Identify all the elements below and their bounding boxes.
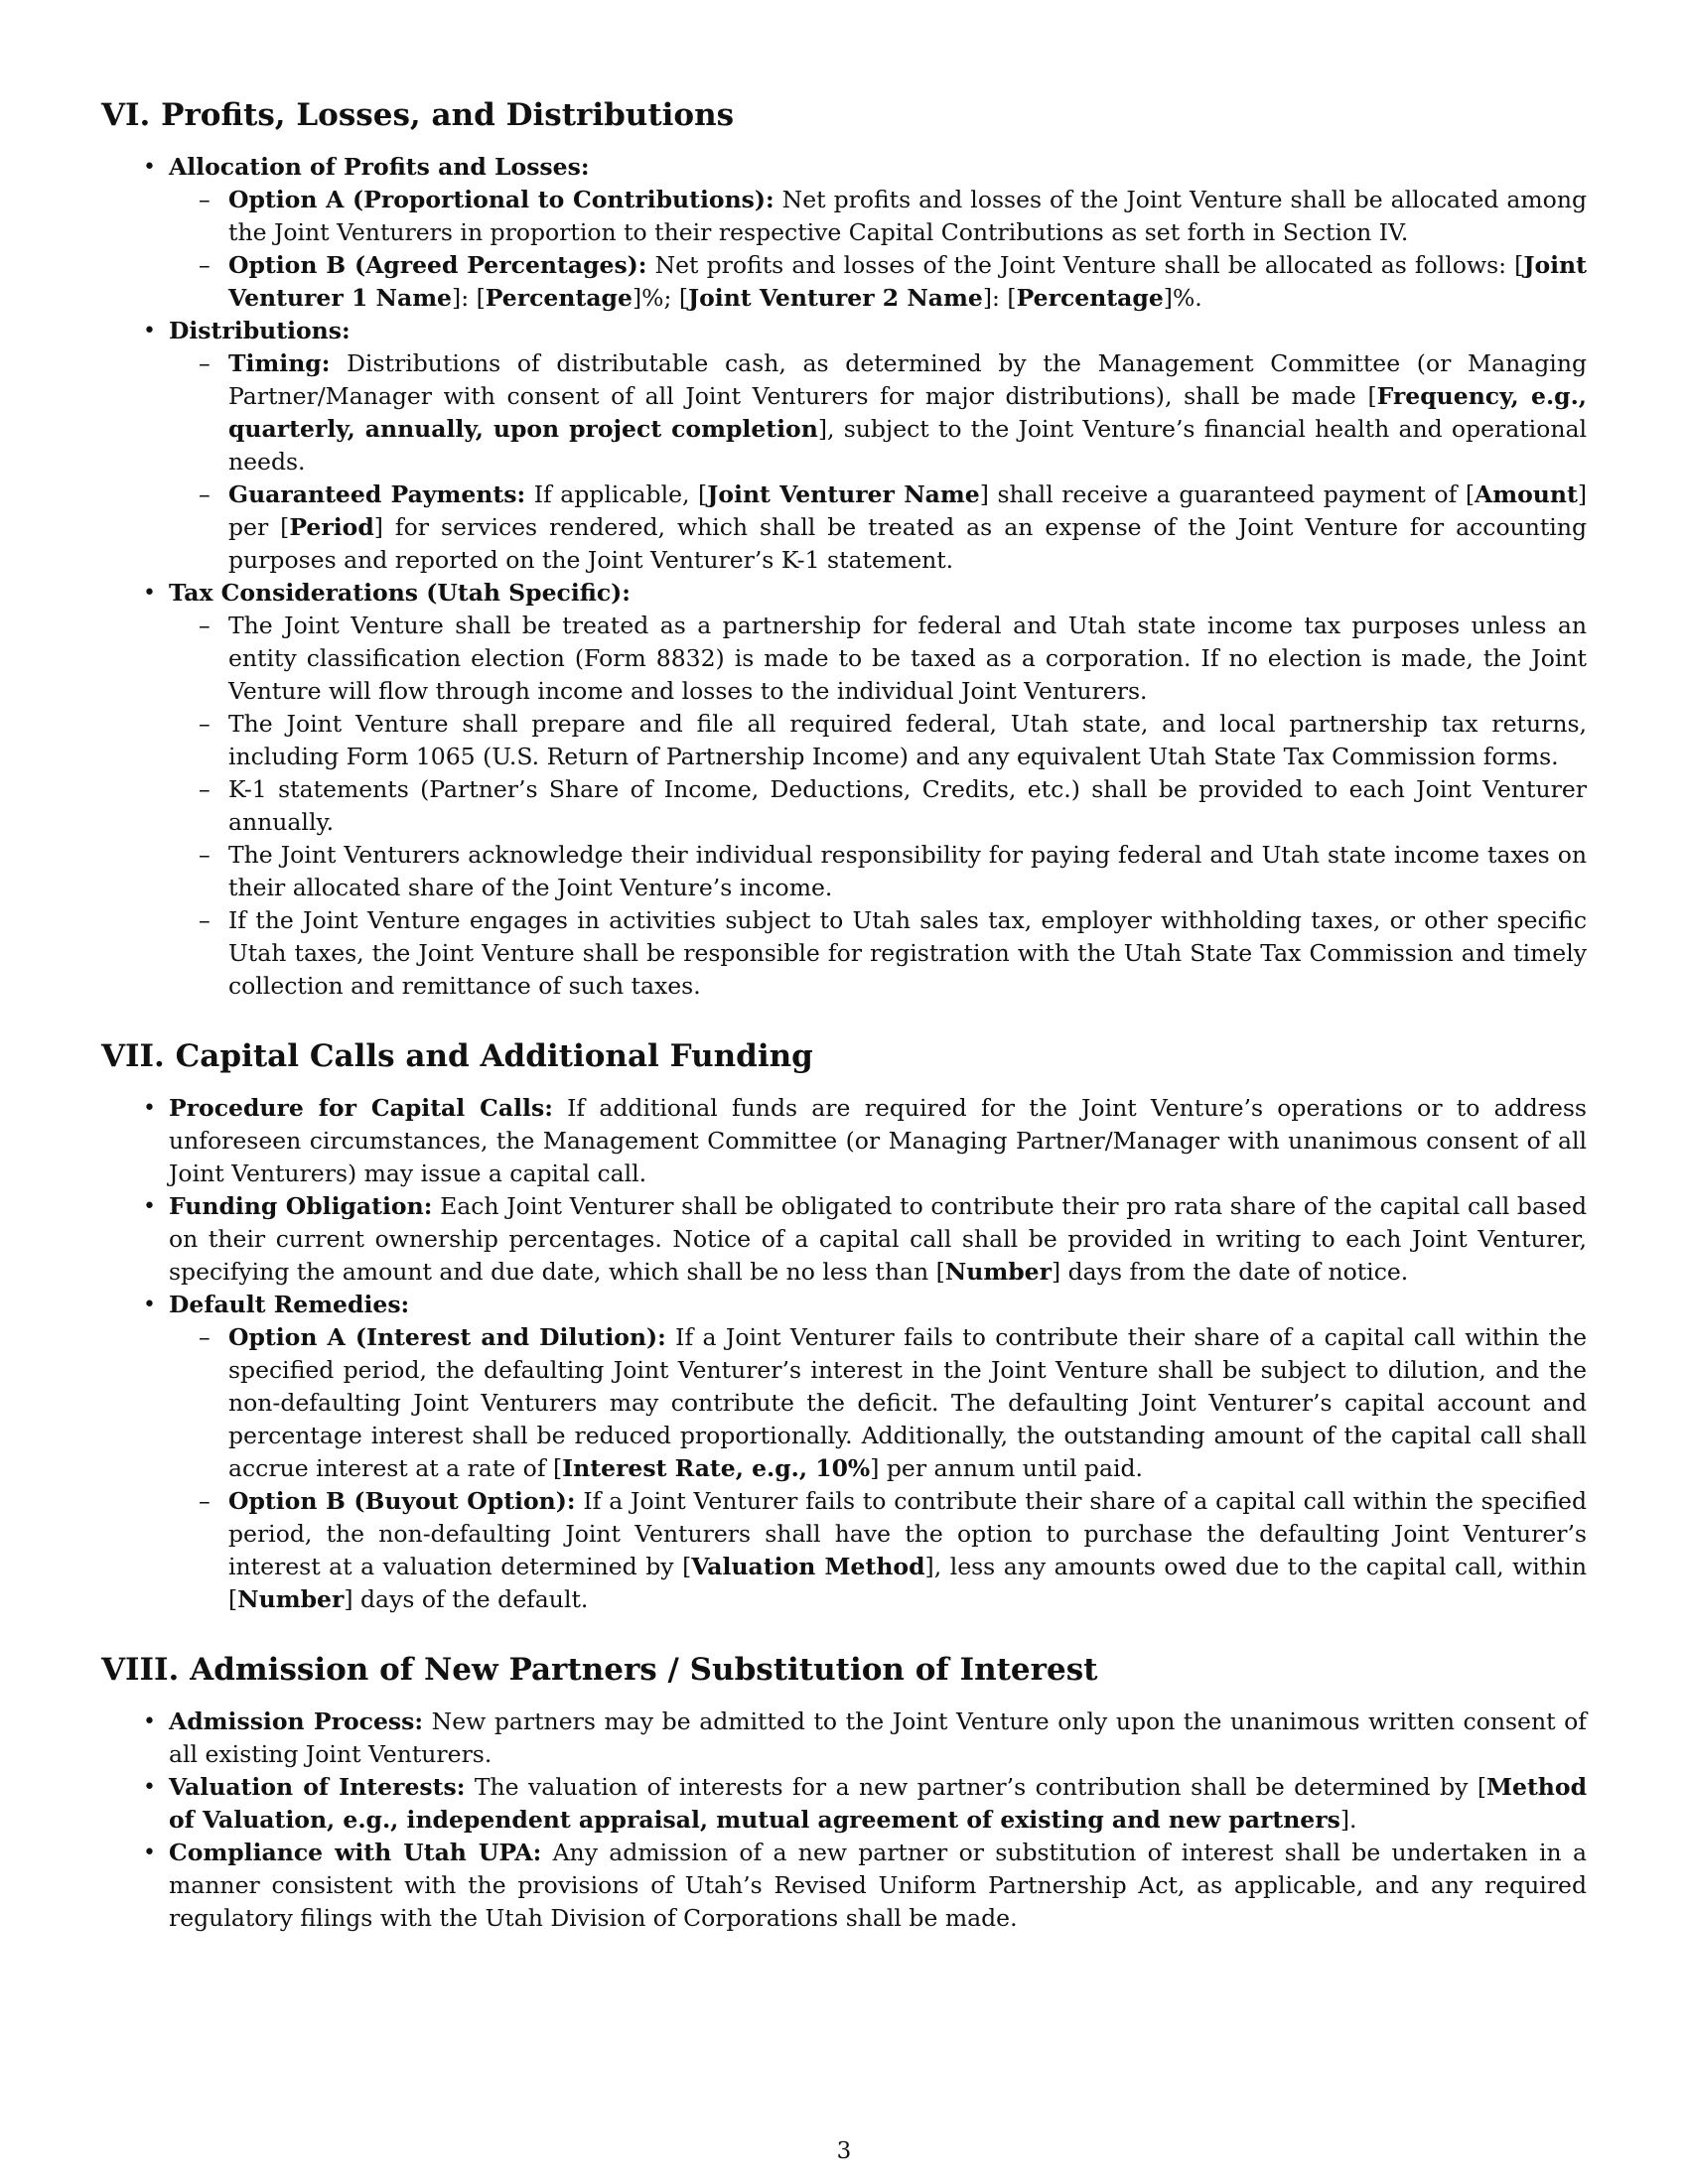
subitem-text: K-1 statements (Partner’s Share of Income, Deductions, Credits, etc.) shall be provided to each Joint Venturer annually. (228, 775, 1587, 836)
subitem-text: Net profits and losses of the Joint Venture shall be allocated as follows: [Joint Venturer 1 Name]: [Percentage]%; [Joint Venturer 2 Name]: [Percentage]%. (228, 251, 1587, 312)
subitem-label: Option B (Buyout Option): (228, 1487, 576, 1515)
item-label: Procedure for Capital Calls: (169, 1094, 553, 1122)
list-item (169, 1837, 1587, 1935)
subitem-label: Option A (Interest and Dilution): (228, 1323, 666, 1351)
list-item (169, 577, 1587, 1003)
item-label: Funding Obligation: (169, 1192, 433, 1220)
section-heading: VIII. Admission of New Partners / Substitution of Interest (101, 1652, 1098, 1688)
sub-list-item (228, 708, 1587, 773)
sub-list-item (228, 478, 1587, 577)
item-label: Allocation of Profits and Losses: (169, 153, 590, 181)
subitem-text: Distributions of distributable cash, as determined by the Management Committee (or Managing Partner/Manager with consent of all Joint Venturers for major distributions), shall be made [Frequency, e.g., quarterly, annually, upon project completion], subject to the Joint Venture’s financial health and operational needs. (228, 349, 1587, 476)
sub-list-item (228, 839, 1587, 904)
subitem-label: Option A (Proportional to Contributions): (228, 186, 774, 213)
document-page (101, 95, 1587, 1969)
section (101, 1036, 1587, 1616)
item-label: Default Remedies: (169, 1291, 410, 1318)
list-item (169, 1289, 1587, 1616)
item-text: New partners may be admitted to the Joint Venture only upon the unanimous written consent of all existing Joint Venturers. (169, 1707, 1587, 1768)
item-label: Admission Process: (169, 1707, 424, 1735)
sub-list-item (228, 184, 1587, 249)
list-item (169, 315, 1587, 577)
subitem-text: If a Joint Venturer fails to contribute their share of a capital call within the specified period, the non-defaulting Joint Venturers shall have the option to purchase the defaulting Joint Venturer’s interest at a valuation determined by [Valuation Method], less any amounts owed due to the capital call, within [Number] days of the default. (228, 1487, 1587, 1613)
section (101, 95, 1587, 1003)
subitem-text: The Joint Venture shall prepare and file all required federal, Utah state, and local partnership tax returns, including Form 1065 (U.S. Return of Partnership Income) and any equivalent Utah State Tax Commission forms. (228, 710, 1587, 770)
subitem-text: If a Joint Venturer fails to contribute their share of a capital call within the specified period, the defaulting Joint Venturer’s interest in the Joint Venture shall be subject to dilution, and the non-defaulting Joint Venturers may contribute the deficit. The defaulting Joint Venturer’s capital account and percentage interest shall be reduced proportionally. Additionally, the outstanding amount of the capital call shall accrue interest at a rate of [Interest Rate, e.g., 10%] per annum until paid. (228, 1323, 1587, 1482)
list-item (169, 1190, 1587, 1289)
sub-list-item (228, 249, 1587, 315)
item-label: Valuation of Interests: (169, 1773, 466, 1801)
subitem-text: The Joint Venturers acknowledge their individual responsibility for paying federal and Utah state income taxes on their allocated share of the Joint Venture’s income. (228, 841, 1587, 901)
item-text: Each Joint Venturer shall be obligated to contribute their pro rata share of the capital call based on their current ownership percentages. Notice of a capital call shall be provided in writing to each Joint Venturer, specifying the amount and due date, which shall be no less than [Number] days from the date of notice. (169, 1192, 1587, 1286)
sub-list-item (228, 1321, 1587, 1485)
item-label: Distributions: (169, 317, 351, 344)
section-heading: VI. Profits, Losses, and Distributions (101, 97, 735, 133)
page-number: 3 (836, 2138, 852, 2164)
bullet-list (101, 1706, 1587, 1935)
item-label: Compliance with Utah UPA: (169, 1839, 542, 1866)
sub-list-item (228, 610, 1587, 708)
subitem-text: If the Joint Venture engages in activities subject to Utah sales tax, employer withholding taxes, or other specific Utah taxes, the Joint Venture shall be responsible for registration with the Utah State Tax Commission and timely collection and remittance of such taxes. (228, 906, 1587, 1000)
sub-list (169, 1321, 1587, 1616)
subitem-label: Guaranteed Payments: (228, 480, 526, 508)
list-item (169, 1706, 1587, 1771)
item-text: Any admission of a new partner or substitution of interest shall be undertaken in a manner consistent with the provisions of Utah’s Revised Uniform Partnership Act, as applicable, and any required regulatory filings with the Utah Division of Corporations shall be made. (169, 1839, 1587, 1932)
subitem-text: If applicable, [Joint Venturer Name] shall receive a guaranteed payment of [Amount] per [Period] for services rendered, which shall be treated as an expense of the Joint Venture for accounting purposes and reported on the Joint Venturer’s K-1 statement. (228, 480, 1587, 574)
bullet-list (101, 1092, 1587, 1616)
sub-list-item (228, 1485, 1587, 1616)
sub-list (169, 610, 1587, 1003)
section-heading: VII. Capital Calls and Additional Funding (101, 1038, 813, 1074)
sub-list (169, 184, 1587, 315)
list-item (169, 1092, 1587, 1190)
list-item (169, 1771, 1587, 1837)
sub-list (169, 347, 1587, 577)
sub-list-item (228, 904, 1587, 1003)
subitem-text: Net profits and losses of the Joint Venture shall be allocated among the Joint Venturers in proportion to their respective Capital Contributions as set forth in Section IV. (228, 186, 1588, 246)
bullet-list (101, 151, 1587, 1003)
item-text: If additional funds are required for the Joint Venture’s operations or to address unforeseen circumstances, the Management Committee (or Managing Partner/Manager with unanimous consent of all Joint Venturers) may issue a capital call. (169, 1094, 1587, 1187)
section (101, 1650, 1587, 1935)
subitem-label: Timing: (228, 349, 331, 377)
subitem-text: The Joint Venture shall be treated as a partnership for federal and Utah state income tax purposes unless an entity classification election (Form 8832) is made to be taxed as a corporation. If no election is made, the Joint Venture will flow through income and losses to the individual Joint Venturers. (228, 612, 1587, 705)
subitem-label: Option B (Agreed Percentages): (228, 251, 647, 279)
sub-list-item (228, 773, 1587, 839)
list-item (169, 151, 1587, 315)
item-label: Tax Considerations (Utah Specific): (169, 579, 631, 607)
sub-list-item (228, 347, 1587, 478)
item-text: The valuation of interests for a new partner’s contribution shall be determined by [Method of Valuation, e.g., independent appraisal, mutual agreement of existing and new partners]. (169, 1773, 1587, 1834)
